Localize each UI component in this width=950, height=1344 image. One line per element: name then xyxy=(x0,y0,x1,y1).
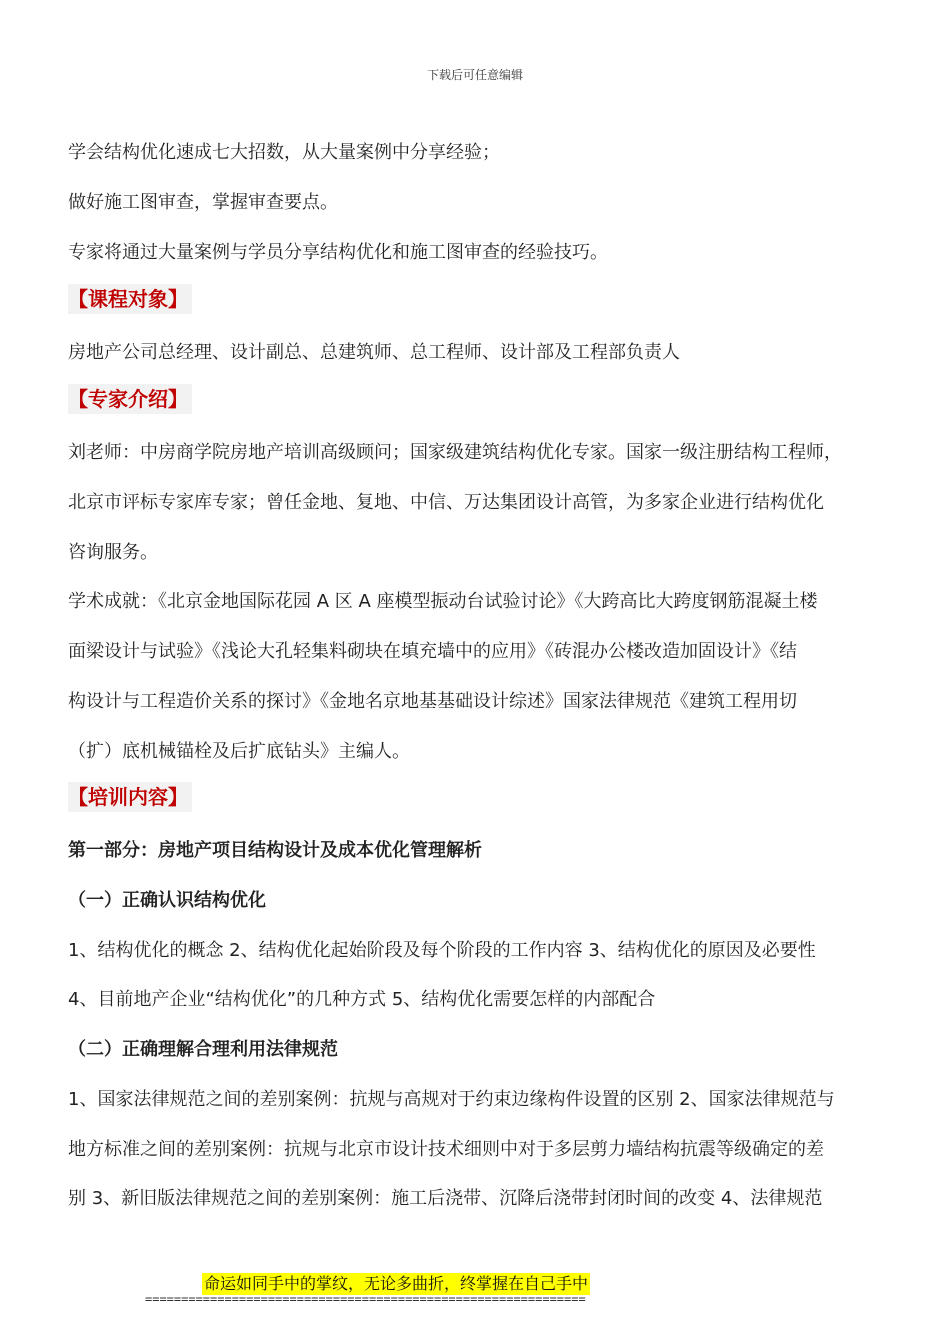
footer-rule: ============================================================= xyxy=(145,1292,586,1306)
intro-line-2: 做好施工图审查，掌握审查要点。 xyxy=(68,192,338,213)
achievement-line-3: 构设计与工程造价关系的探讨》《金地名京地基基础设计综述》国家法律规范《建筑工程用切 xyxy=(68,691,797,712)
sub2-line-2: 地方标准之间的差别案例：抗规与北京市设计技术细则中对于多层剪力墙结构抗震等级确定的差 xyxy=(68,1139,824,1160)
sub2-title: （二）正确理解合理利用法律规范 xyxy=(68,1039,338,1060)
expert-line-1: 刘老师：中房商学院房地产培训高级顾问；国家级建筑结构优化专家。国家一级注册结构工程师， xyxy=(68,442,842,463)
sub2-line-1: 1、国家法律规范之间的差别案例：抗规与高规对于约束边缘构件设置的区别 2、国家法律规范与 xyxy=(68,1089,835,1110)
part1-title: 第一部分：房地产项目结构设计及成本优化管理解析 xyxy=(68,840,482,861)
audience-text: 房地产公司总经理、设计副总、总建筑师、总工程师、设计部及工程部负责人 xyxy=(68,342,680,363)
footer-motto: 命运如同手中的掌纹，无论多曲折，终掌握在自己手中 xyxy=(204,1274,589,1293)
intro-line-3: 专家将通过大量案例与学员分享结构优化和施工图审查的经验技巧。 xyxy=(68,242,608,263)
heading-audience: 【课程对象】 xyxy=(68,284,192,314)
page-header: 下载后可任意编辑 xyxy=(426,68,523,82)
intro-line-1: 学会结构优化速成七大招数，从大量案例中分享经验； xyxy=(68,142,500,163)
sub1-line-2: 4、目前地产企业“结构优化”的几种方式 5、结构优化需要怎样的内部配合 xyxy=(68,989,656,1010)
heading-content: 【培训内容】 xyxy=(68,782,192,812)
sub1-title: （一）正确认识结构优化 xyxy=(68,890,266,911)
sub1-line-1: 1、结构优化的概念 2、结构优化起始阶段及每个阶段的工作内容 3、结构优化的原因及必要性 xyxy=(68,940,816,961)
expert-line-3: 咨询服务。 xyxy=(68,542,158,563)
sub2-line-3: 别 3、新旧版法律规范之间的差别案例：施工后浇带、沉降后浇带封闭时间的改变 4、法律规范 xyxy=(68,1188,823,1209)
achievement-line-2: 面梁设计与试验》《浅论大孔轻集料砌块在填充墙中的应用》《砖混办公楼改造加固设计》《结 xyxy=(68,641,797,662)
achievement-line-1: 学术成就：《北京金地国际花园 A 区 A 座模型振动台试验讨论》《大跨高比大跨度钢筋混凝土楼 xyxy=(68,591,818,612)
heading-expert: 【专家介绍】 xyxy=(68,384,192,414)
achievement-line-4: （扩）底机械锚栓及后扩底钻头》主编人。 xyxy=(68,741,410,762)
expert-line-2: 北京市评标专家库专家；曾任金地、复地、中信、万达集团设计高管，为多家企业进行结构优化 xyxy=(68,492,824,513)
